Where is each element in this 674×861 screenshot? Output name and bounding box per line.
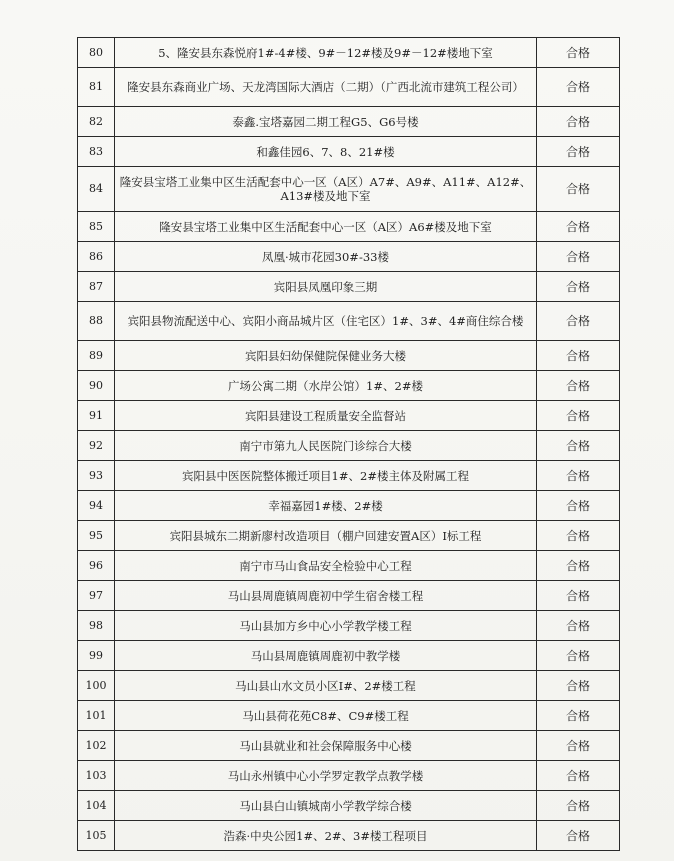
result: 合格 [537,272,620,302]
result: 合格 [537,401,620,431]
result: 合格 [537,611,620,641]
result: 合格 [537,521,620,551]
row-number: 89 [78,341,115,371]
table-row [78,791,620,821]
table-row [78,821,620,851]
result: 合格 [537,551,620,581]
project-name: 马山县周鹿镇周鹿初中学生宿舍楼工程 [115,581,537,611]
project-name: 5、隆安县东森悦府1#-4#楼、9#－12#楼及9#－12#楼地下室 [115,38,537,68]
table-row [78,671,620,701]
row-number: 83 [78,137,115,167]
table-row [78,38,620,68]
project-name: 宾阳县物流配送中心、宾阳小商品城片区（住宅区）1#、3#、4#商住综合楼 [115,302,537,341]
result: 合格 [537,212,620,242]
result: 合格 [537,491,620,521]
row-number: 86 [78,242,115,272]
row-number: 84 [78,167,115,212]
project-name: 和鑫佳园6、7、8、21#楼 [115,137,537,167]
row-number: 91 [78,401,115,431]
project-name: 广场公寓二期（水岸公馆）1#、2#楼 [115,371,537,401]
result: 合格 [537,821,620,851]
project-name: 宾阳县城东二期新廖村改造项目（棚户回建安置A区）I标工程 [115,521,537,551]
row-number: 85 [78,212,115,242]
table-row [78,401,620,431]
row-number: 92 [78,431,115,461]
row-number: 105 [78,821,115,851]
result: 合格 [537,671,620,701]
result: 合格 [537,371,620,401]
row-number: 104 [78,791,115,821]
result: 合格 [537,242,620,272]
result: 合格 [537,107,620,137]
project-name: 马山县荷花苑C8#、C9#楼工程 [115,701,537,731]
project-name: 马山县加方乡中心小学教学楼工程 [115,611,537,641]
project-name: 马山永州镇中心小学罗定教学点教学楼 [115,761,537,791]
project-name: 马山县白山镇城南小学教学综合楼 [115,791,537,821]
project-name: 凤凰·城市花园30#-33楼 [115,242,537,272]
project-name: 马山县山水文员小区I#、2#楼工程 [115,671,537,701]
row-number: 96 [78,551,115,581]
result: 合格 [537,701,620,731]
row-number: 98 [78,611,115,641]
result: 合格 [537,761,620,791]
table-row [78,461,620,491]
table-row [78,167,620,212]
results-table [77,37,620,851]
table-row [78,521,620,551]
row-number: 100 [78,671,115,701]
project-name: 隆安县宝塔工业集中区生活配套中心一区（A区）A7#、A9#、A11#、A12#、A13#楼及地下室 [115,167,537,212]
table-row [78,701,620,731]
row-number: 95 [78,521,115,551]
row-number: 82 [78,107,115,137]
row-number: 101 [78,701,115,731]
project-name: 泰鑫.宝塔嘉园二期工程G5、G6号楼 [115,107,537,137]
result: 合格 [537,137,620,167]
project-name: 南宁市马山食品安全检验中心工程 [115,551,537,581]
row-number: 87 [78,272,115,302]
result: 合格 [537,641,620,671]
table-row [78,302,620,341]
table-row [78,272,620,302]
result: 合格 [537,38,620,68]
table-row [78,137,620,167]
result: 合格 [537,461,620,491]
project-name: 幸福嘉园1#楼、2#楼 [115,491,537,521]
result: 合格 [537,302,620,341]
row-number: 81 [78,68,115,107]
row-number: 102 [78,731,115,761]
table-row [78,551,620,581]
table-row [78,212,620,242]
project-name: 隆安县东森商业广场、天龙湾国际大酒店（二期）（广西北流市建筑工程公司） [115,68,537,107]
table-row [78,431,620,461]
project-name: 宾阳县妇幼保健院保健业务大楼 [115,341,537,371]
row-number: 103 [78,761,115,791]
result: 合格 [537,167,620,212]
row-number: 94 [78,491,115,521]
table-row [78,611,620,641]
project-name: 宾阳县建设工程质量安全监督站 [115,401,537,431]
table-row [78,68,620,107]
project-name: 隆安县宝塔工业集中区生活配套中心一区（A区）A6#楼及地下室 [115,212,537,242]
result: 合格 [537,731,620,761]
table-row [78,641,620,671]
table-row [78,107,620,137]
row-number: 99 [78,641,115,671]
project-name: 浩森·中央公园1#、2#、3#楼工程项目 [115,821,537,851]
row-number: 88 [78,302,115,341]
project-name: 宾阳县凤凰印象三期 [115,272,537,302]
result: 合格 [537,68,620,107]
table-row [78,731,620,761]
table-row [78,242,620,272]
table-row [78,581,620,611]
project-name: 马山县就业和社会保障服务中心楼 [115,731,537,761]
project-name: 宾阳县中医医院整体搬迁项目1#、2#楼主体及附属工程 [115,461,537,491]
row-number: 80 [78,38,115,68]
table-row [78,761,620,791]
result: 合格 [537,341,620,371]
table-row [78,341,620,371]
table-row [78,371,620,401]
result: 合格 [537,431,620,461]
row-number: 90 [78,371,115,401]
result: 合格 [537,791,620,821]
table-row [78,491,620,521]
result: 合格 [537,581,620,611]
project-name: 马山县周鹿镇周鹿初中教学楼 [115,641,537,671]
project-name: 南宁市第九人民医院门诊综合大楼 [115,431,537,461]
row-number: 97 [78,581,115,611]
row-number: 93 [78,461,115,491]
